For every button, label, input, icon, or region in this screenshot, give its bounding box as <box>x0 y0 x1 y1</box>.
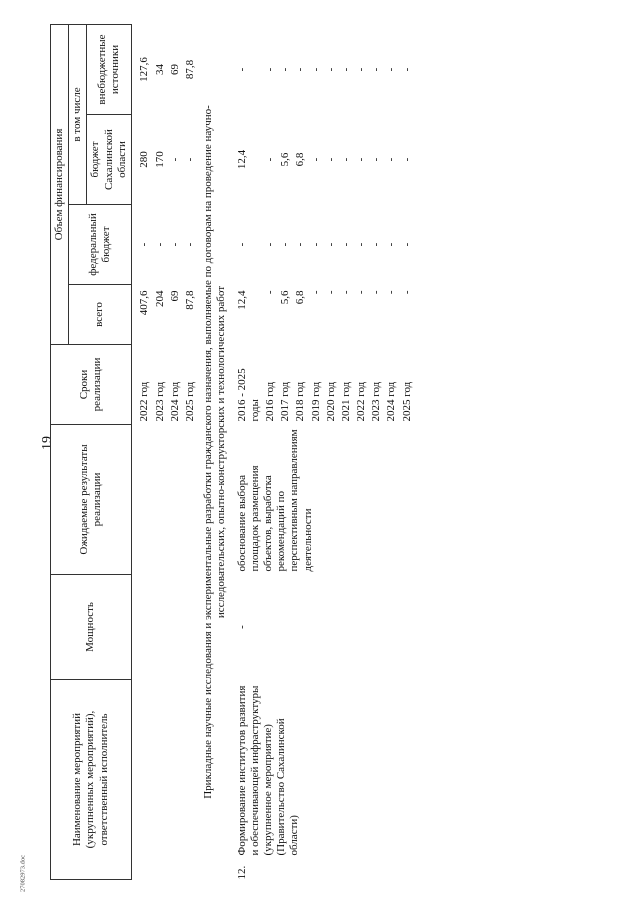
header-regional: бюджет Сахалинской области <box>87 115 132 205</box>
section-title: Прикладные научные исследования и экспериментальные разработки гражданского назначения, выполняемые по договорам на проведение научно-исследовательских, опытно-конструкторских и технологических работ <box>202 105 228 799</box>
federal-cell: - <box>339 242 352 247</box>
header-extra: внебюджетные источники <box>87 24 132 114</box>
table-row <box>168 24 183 879</box>
header-total: всего <box>69 285 132 345</box>
regional-cell: - <box>324 157 337 162</box>
total-cell: 407,6 <box>138 290 151 316</box>
section-row <box>198 24 234 879</box>
header-federal: федеральный бюджет <box>69 205 132 285</box>
federal-cell: - <box>235 242 248 247</box>
header-terms: Сроки реализации <box>51 345 132 425</box>
rotated-table-container <box>50 25 605 880</box>
year-cell: 2023 год <box>153 381 166 422</box>
total-cell: - <box>339 290 352 295</box>
extra-cell: - <box>370 67 383 72</box>
regional-cell: - <box>355 157 368 162</box>
regional-cell: 170 <box>153 151 166 168</box>
extra-cell: - <box>339 67 352 72</box>
federal-cell: - <box>153 242 166 247</box>
year-cell: 2020 год <box>324 381 337 422</box>
extra-cell: - <box>400 67 413 72</box>
regional-cell: 12,4 <box>235 149 248 170</box>
item-name: Формирование институтов развития и обеспечивающей инфраструктуры (укрупненное мероприятие) (Правительство Сахалинской области) <box>235 685 301 856</box>
federal-cell: - <box>355 242 368 247</box>
federal-cell: - <box>294 242 307 247</box>
page-number: 19 <box>40 436 55 450</box>
federal-cell: - <box>168 242 181 247</box>
regional-cell: - <box>263 157 276 162</box>
total-cell: - <box>309 290 322 295</box>
year-cell: 2022 год <box>355 381 368 422</box>
extra-cell: 127,6 <box>138 57 151 82</box>
extra-cell: 69 <box>168 64 181 75</box>
total-cell: - <box>400 290 413 295</box>
year-cell: 2018 год <box>294 381 307 422</box>
extra-cell: - <box>294 67 307 72</box>
total-cell: 87,8 <box>184 290 196 310</box>
header-name: Наименование мероприятий (укрупненных мероприятий), ответственный исполнитель <box>51 680 132 880</box>
federal-cell: - <box>309 242 322 247</box>
regional-cell: 280 <box>138 151 151 168</box>
total-cell: 6,8 <box>294 290 307 305</box>
regional-cell: 6,8 <box>294 152 307 167</box>
extra-cell: 87,8 <box>184 59 196 80</box>
extra-cell: - <box>324 67 337 72</box>
financing-table <box>50 24 415 880</box>
regional-cell: - <box>339 157 352 162</box>
federal-cell: - <box>138 242 151 247</box>
year-cell: 2025 год <box>400 381 413 422</box>
extra-cell: - <box>309 67 322 72</box>
table-row <box>137 24 152 879</box>
document-filename: 27082973.doc <box>19 855 27 893</box>
table-row <box>235 24 263 879</box>
regional-cell: - <box>400 157 413 162</box>
total-cell: - <box>355 290 368 295</box>
total-cell: - <box>385 290 398 295</box>
extra-cell: - <box>385 67 398 72</box>
year-cell: 2016 - 2025 годы <box>235 368 261 422</box>
item-number: 12. <box>235 865 248 880</box>
header-including: в том числе <box>69 24 87 204</box>
regional-cell: - <box>309 157 322 162</box>
item-name-cell <box>235 680 415 880</box>
header-results: Ожидаемые результаты реализации <box>51 425 132 575</box>
total-cell: - <box>324 290 337 295</box>
federal-cell: - <box>324 242 337 247</box>
table-row <box>183 24 198 879</box>
year-cell: 2017 год <box>279 381 292 422</box>
total-cell: 69 <box>168 290 181 302</box>
year-cell: 2021 год <box>339 381 352 422</box>
total-cell: 204 <box>153 290 166 307</box>
regional-cell: - <box>168 157 181 162</box>
extra-cell: - <box>279 67 292 72</box>
federal-cell: - <box>400 242 413 247</box>
table-row <box>153 24 168 879</box>
header-funding: Объем финансирования <box>51 24 69 344</box>
federal-cell: - <box>279 242 292 247</box>
year-cell: 2024 год <box>168 381 181 422</box>
header-capacity: Мощность <box>51 575 132 680</box>
total-cell: - <box>370 290 383 295</box>
extra-cell: - <box>263 67 276 72</box>
federal-cell: - <box>184 242 196 247</box>
regional-cell: - <box>385 157 398 162</box>
year-cell: 2024 год <box>385 381 398 422</box>
regional-cell: - <box>370 157 383 162</box>
total-cell: 5,6 <box>279 290 292 305</box>
regional-cell: 5,6 <box>279 152 292 167</box>
federal-cell: - <box>263 242 276 247</box>
extra-cell: 34 <box>153 64 166 75</box>
year-cell: 2016 год <box>263 381 276 422</box>
extra-cell: - <box>355 67 368 72</box>
item-capacity: - <box>235 625 248 629</box>
item-result: обоснование выбора площадок размещения объектов, выработка рекомендаций по перспективным направлениям деятельности <box>235 429 314 572</box>
federal-cell: - <box>385 242 398 247</box>
regional-cell: - <box>184 157 196 162</box>
total-cell: 12,4 <box>235 290 248 310</box>
federal-cell: - <box>370 242 383 247</box>
extra-cell: - <box>235 67 248 72</box>
year-cell: 2025 год <box>184 381 196 422</box>
total-cell: - <box>263 290 276 295</box>
year-cell: 2023 год <box>370 381 383 422</box>
year-cell: 2022 год <box>138 381 151 422</box>
year-cell: 2019 год <box>309 381 322 422</box>
